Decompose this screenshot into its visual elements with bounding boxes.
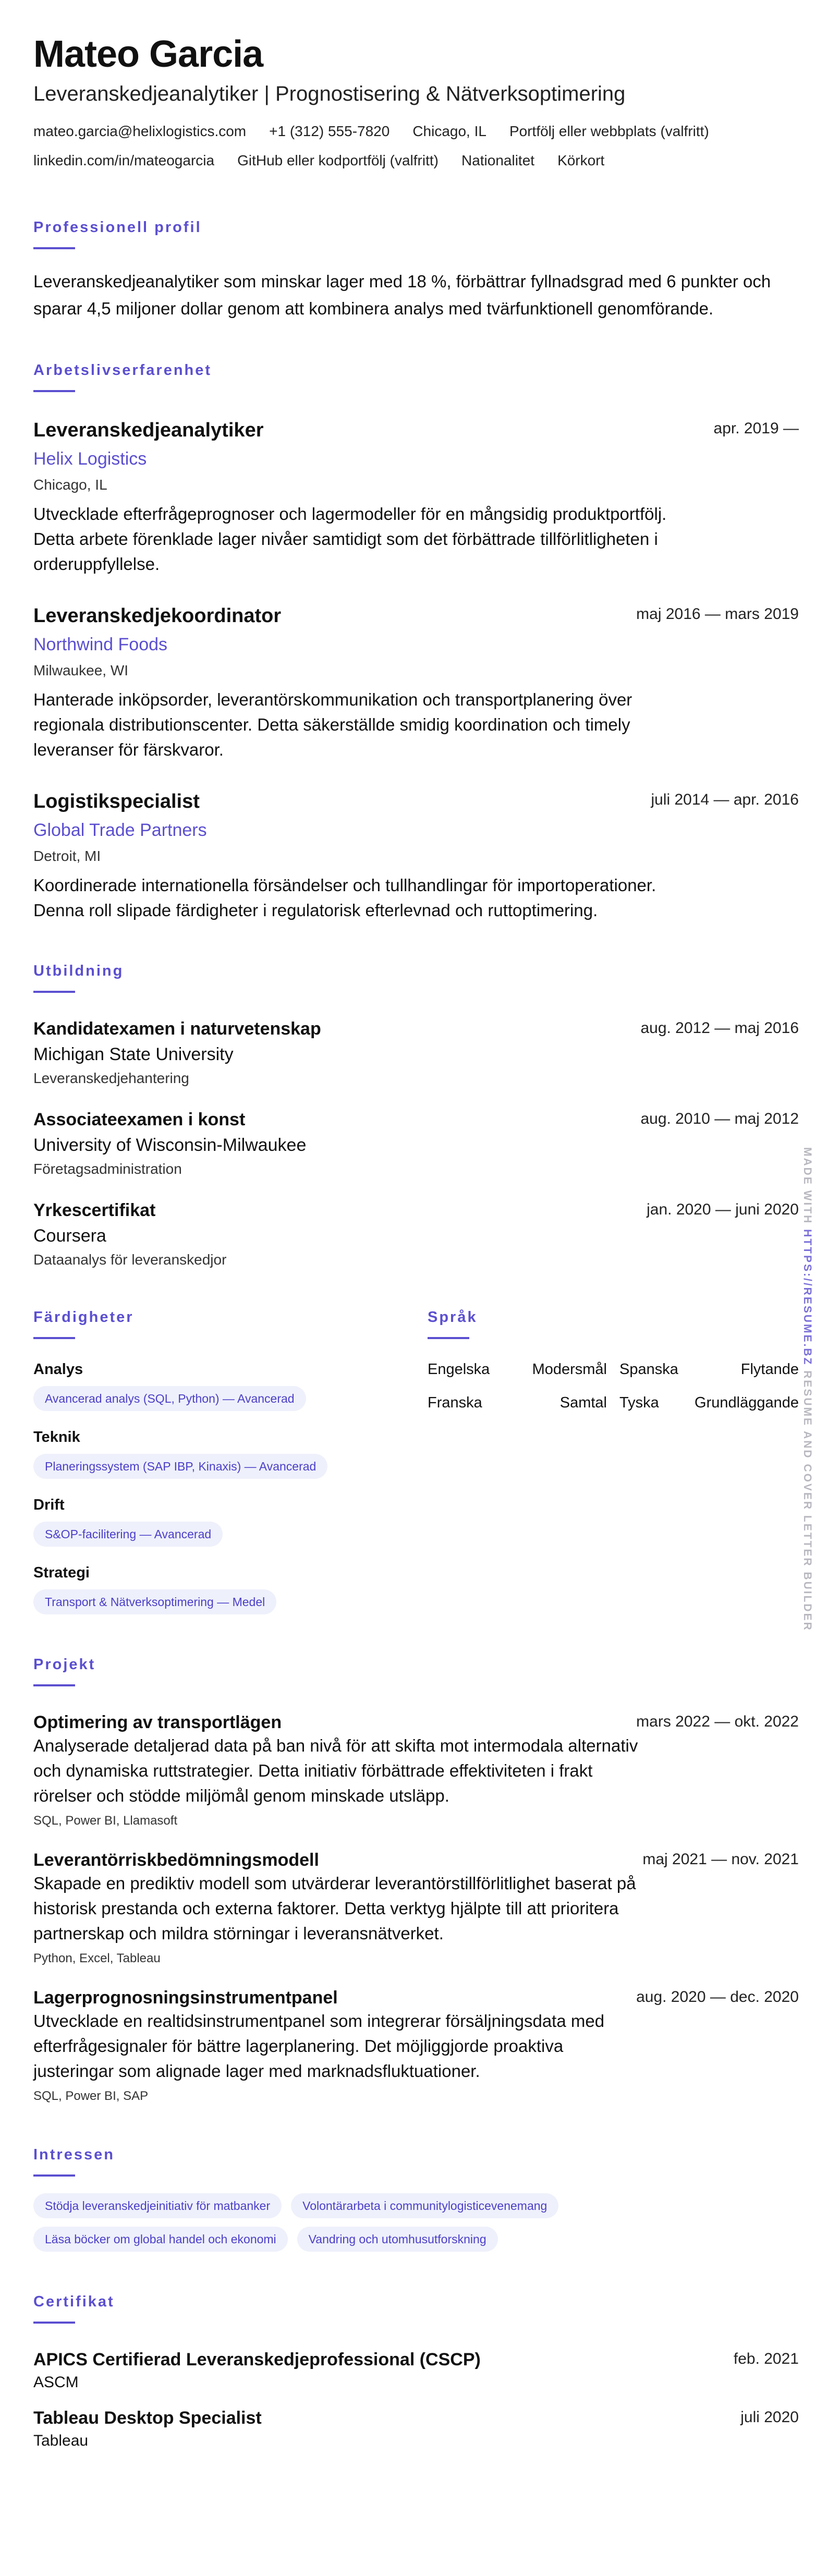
- certificate-entry: [33, 2349, 799, 2392]
- project-title: Lagerprognosningsinstrumentpanel: [33, 1988, 338, 2008]
- skill-group: [33, 1428, 432, 1479]
- interests-section: [33, 2145, 799, 2252]
- job-title: Leveranskedjekoordinator: [33, 605, 282, 627]
- job-location: Detroit, MI: [33, 848, 101, 864]
- field-of-study: Leveranskedjehantering: [33, 1070, 189, 1086]
- project-tech: Python, Excel, Tableau: [33, 1951, 161, 1965]
- contact-nationality: Nationalitet: [461, 152, 535, 168]
- project-entry: [33, 1987, 799, 2105]
- project-title: Leverantörriskbedömningsmodell: [33, 1850, 319, 1870]
- job-dates: maj 2016 — mars 2019: [636, 605, 799, 623]
- certificate-date: juli 2020: [740, 2409, 799, 2426]
- education-section: [33, 962, 799, 1269]
- school-name: Coursera: [33, 1226, 106, 1246]
- education-dates: jan. 2020 — juni 2020: [647, 1201, 799, 1218]
- skills-languages-row: [33, 1308, 799, 1614]
- section-divider: [33, 247, 75, 249]
- language-name: Tyska: [619, 1394, 659, 1411]
- section-title-education: Utbildning: [33, 963, 124, 979]
- company-name: Helix Logistics: [33, 449, 147, 469]
- watermark-link[interactable]: HTTPS://RESUME.BZ: [801, 1229, 813, 1366]
- language-item: [428, 1393, 607, 1412]
- language-name: Spanska: [619, 1361, 678, 1378]
- section-title-experience: Arbetslivserfarenhet: [33, 362, 212, 379]
- contact-row-2: [33, 151, 799, 170]
- skill-category: Drift: [33, 1497, 65, 1513]
- degree-title: Yrkescertifikat: [33, 1200, 156, 1220]
- skill-chip: Transport & Nätverksoptimering — Medel: [33, 1589, 276, 1614]
- contact-linkedin[interactable]: linkedin.com/in/mateogarcia: [33, 152, 215, 168]
- language-name: Engelska: [428, 1361, 490, 1378]
- job-title: Logistikspecialist: [33, 791, 200, 812]
- job-location: Milwaukee, WI: [33, 662, 129, 678]
- job-description: Koordinerade internationella försändelser och tullhandlingar för importoperationer. Denna roll slipade färdigheter i regulatorisk efterlevnad och ruttoptimering.: [33, 876, 656, 920]
- watermark-suffix: RESUME AND COVER LETTER BUILDER: [801, 1370, 813, 1632]
- skill-category: Analys: [33, 1361, 83, 1378]
- interest-chip: Läsa böcker om global handel och ekonomi: [33, 2227, 288, 2252]
- certificate-title: APICS Certifierad Leveranskedjeprofessional (CSCP): [33, 2350, 481, 2370]
- language-level: Modersmål: [532, 1361, 607, 1378]
- section-divider: [33, 2322, 75, 2324]
- certificate-issuer: ASCM: [33, 2374, 79, 2391]
- contact-phone[interactable]: +1 (312) 555-7820: [269, 123, 390, 139]
- skill-group: [33, 1563, 432, 1614]
- contact-license: Körkort: [557, 152, 605, 168]
- language-row: [428, 1393, 799, 1412]
- section-divider: [33, 1337, 75, 1339]
- section-title-certificates: Certifikat: [33, 2293, 115, 2310]
- section-divider: [33, 1684, 75, 1686]
- section-divider: [33, 991, 75, 993]
- education-dates: aug. 2010 — maj 2012: [640, 1110, 799, 1127]
- projects-section: [33, 1655, 799, 2105]
- section-title-profile: Professionell profil: [33, 219, 202, 236]
- job-title: Leveranskedjeanalytiker: [33, 419, 264, 441]
- section-divider: [33, 2174, 75, 2177]
- company-name: Global Trade Partners: [33, 820, 207, 840]
- interest-chips-row: [33, 2193, 799, 2218]
- skill-category: Teknik: [33, 1429, 80, 1445]
- job-dates: juli 2014 — apr. 2016: [651, 791, 799, 808]
- job-dates: apr. 2019 —: [713, 420, 799, 437]
- school-name: Michigan State University: [33, 1044, 234, 1064]
- project-entry: [33, 1711, 799, 1829]
- experience-entry: [33, 789, 799, 923]
- resume-builder-watermark: [801, 1147, 813, 1632]
- skills-section: [33, 1308, 432, 1614]
- language-level: Grundläggande: [695, 1394, 799, 1411]
- skill-chip: Avancerad analys (SQL, Python) — Avancerad: [33, 1386, 306, 1411]
- project-description: Utvecklade en realtidsinstrumentpanel som integrerar försäljningsdata med efterfrågesignaler för bättre lagerplanering. Det möjliggjorde proaktiva justeringar som alignade lager med marknadsfluktuationer.: [33, 2011, 605, 2081]
- interest-chip: Volontärarbeta i communitylogisticevenemang: [291, 2193, 558, 2218]
- experience-entry: [33, 604, 799, 762]
- certificate-entry: [33, 2407, 799, 2451]
- project-dates: maj 2021 — nov. 2021: [642, 1851, 799, 1868]
- skill-chip: S&OP-facilitering — Avancerad: [33, 1522, 223, 1547]
- language-level: Samtal: [559, 1394, 607, 1411]
- contact-row-1: [33, 122, 799, 141]
- job-description: Utvecklade efterfrågeprognoser och lagermodeller för en mångsidig produktportfölj. Detta arbete förenklade lager nivåer samtidigt som det förbättrade tillförlitligheten i orderuppfyllelse.: [33, 504, 667, 574]
- section-title-skills: Färdigheter: [33, 1309, 134, 1326]
- skill-group: [33, 1360, 432, 1411]
- company-name: Northwind Foods: [33, 635, 168, 654]
- school-name: University of Wisconsin-Milwaukee: [33, 1135, 307, 1155]
- degree-title: Kandidatexamen i naturvetenskap: [33, 1019, 321, 1039]
- education-entry: [33, 1199, 799, 1269]
- project-tech: SQL, Power BI, SAP: [33, 2089, 149, 2103]
- project-dates: mars 2022 — okt. 2022: [636, 1713, 799, 1730]
- profile-summary: Leveranskedjeanalytiker som minskar lager med 18 %, förbättrar fyllnadsgrad med 6 punkter och sparar 4,5 miljoner dollar genom att kombinera analys med tvärfunktionell genomförande.: [33, 272, 771, 318]
- section-divider: [428, 1337, 469, 1339]
- language-item: [619, 1393, 799, 1412]
- field-of-study: Företagsadministration: [33, 1161, 182, 1177]
- project-title: Optimering av transportlägen: [33, 1712, 282, 1732]
- languages-section: [428, 1308, 799, 1614]
- project-description: Analyserade detaljerad data på ban nivå för att skifta mot intermodala alternativ och dynamiska ruttstrategier. Detta initiativ förbättrade effektiviteten i frakt rörelser och stödde miljömål genom minskade utsläpp.: [33, 1736, 638, 1805]
- project-description: Skapade en prediktiv modell som utvärderar leverantörstillförlitlighet baserat på historisk prestanda och externa faktorer. Detta verktyg hjälpte till att prioritera partnerskap och mildra störningar i leveransnätverket.: [33, 1874, 636, 1943]
- section-title-interests: Intressen: [33, 2146, 115, 2163]
- interest-chip: Vandring och utomhusutforskning: [297, 2227, 498, 2252]
- education-dates: aug. 2012 — maj 2016: [640, 1019, 799, 1037]
- job-description: Hanterade inköpsorder, leverantörskommunikation och transportplanering över regionala distributionscenter. Detta säkerställde smidig koordination och timely leveranser för färskvaror.: [33, 690, 632, 759]
- contact-email[interactable]: mateo.garcia@helixlogistics.com: [33, 123, 247, 139]
- certificate-date: feb. 2021: [733, 2350, 799, 2367]
- language-level: Flytande: [740, 1361, 799, 1378]
- degree-title: Associateexamen i konst: [33, 1110, 246, 1129]
- watermark-prefix: MADE WITH: [801, 1147, 813, 1225]
- experience-section: [33, 361, 799, 923]
- section-title-projects: Projekt: [33, 1656, 96, 1673]
- project-tech: SQL, Power BI, Llamasoft: [33, 1814, 178, 1828]
- candidate-name: Mateo Garcia: [33, 33, 263, 75]
- experience-entry: [33, 418, 799, 577]
- contact-portfolio[interactable]: Portfölj eller webbplats (valfritt): [509, 123, 709, 139]
- contact-location: Chicago, IL: [412, 123, 486, 139]
- interest-chips-row: [33, 2227, 799, 2252]
- certificates-section: [33, 2292, 799, 2451]
- resume-page: [33, 32, 799, 2451]
- education-entry: [33, 1018, 799, 1088]
- job-location: Chicago, IL: [33, 477, 107, 493]
- certificate-issuer: Tableau: [33, 2432, 89, 2449]
- project-entry: [33, 1849, 799, 1967]
- skill-chip: Planeringssystem (SAP IBP, Kinaxis) — Avancerad: [33, 1454, 327, 1479]
- profile-section: [33, 218, 799, 322]
- section-divider: [33, 390, 75, 392]
- language-row: [428, 1360, 799, 1379]
- language-name: Franska: [428, 1394, 482, 1411]
- candidate-title: Leveranskedjeanalytiker | Prognostisering & Nätverksoptimering: [33, 82, 626, 105]
- skill-group: [33, 1496, 432, 1547]
- language-item: [428, 1360, 607, 1379]
- interest-chip: Stödja leveranskedjeinitiativ för matbanker: [33, 2193, 282, 2218]
- section-title-languages: Språk: [428, 1309, 478, 1326]
- contact-github[interactable]: GitHub eller kodportfölj (valfritt): [237, 152, 439, 168]
- certificate-title: Tableau Desktop Specialist: [33, 2408, 262, 2428]
- project-dates: aug. 2020 — dec. 2020: [636, 1988, 799, 2006]
- field-of-study: Dataanalys för leveranskedjor: [33, 1251, 227, 1268]
- education-entry: [33, 1109, 799, 1178]
- skill-category: Strategi: [33, 1564, 90, 1581]
- language-item: [619, 1360, 799, 1379]
